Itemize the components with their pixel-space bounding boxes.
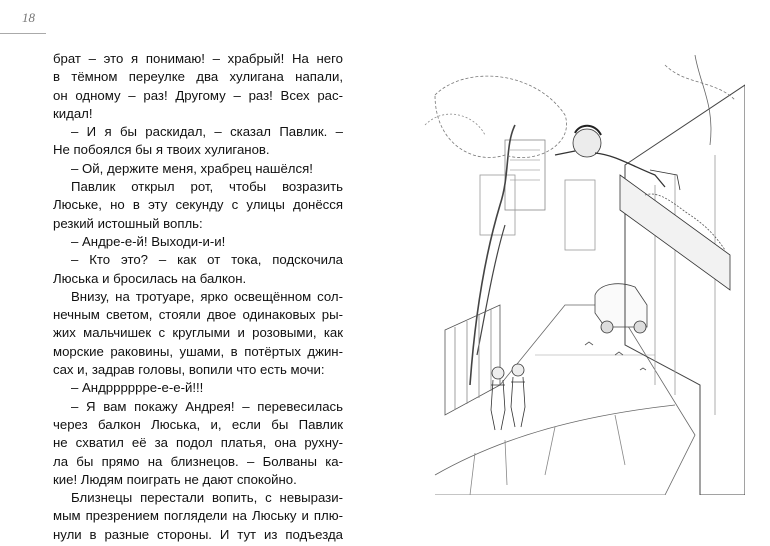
text-line: – Я вам покажу Андрея! – перевесилась [71, 398, 343, 414]
text-line: он одному – раз! Другому – раз! Всех рас- [53, 87, 343, 103]
text-line: ла бы прямо на близнецов. – Болваны ка- [53, 453, 343, 469]
text-line: сах и, задрав головы, вопили что есть мочи: [53, 362, 325, 378]
text-line: Близнецы перестали вопить, с невырази- [71, 490, 343, 506]
street-sketch-illustration [415, 55, 745, 495]
text-line: морские раковины, ушами, в потёртых джин- [53, 343, 343, 359]
text-line: – Андре-е-й! Выходи-и-и! [71, 233, 226, 249]
text-line: Люська и бросилась на балкон. [53, 270, 247, 286]
text-line: в тёмном переулке два хулигана напали, [53, 69, 343, 85]
text-line: – Кто это? – как от тока, подскочила [71, 252, 343, 268]
text-line: кидал! [53, 105, 93, 121]
text-line: нечным светом, стояли двое одинаковых ры- [53, 307, 343, 323]
text-line: кие! Людям поиграть не дают спокойно. [53, 471, 297, 487]
page-number: 18 [22, 10, 35, 25]
text-line: – И я бы раскидал, – сказал Павлик. – [71, 124, 343, 140]
text-line: – Андрррррре-е-е-й!!! [71, 380, 204, 396]
text-line: нули в разные стороны. И тут из подъезда [53, 526, 343, 542]
text-line: Внизу, на тротуаре, ярко освещённом сол- [71, 288, 343, 304]
text-line: не схватил её за подол платья, она рухну- [53, 435, 343, 451]
text-line: – Ой, держите меня, храбрец нашёлся! [71, 160, 313, 176]
text-line: Люське, но в эту секунду с улицы донёсся [53, 197, 343, 213]
text-line: через балкон Люська, и, если бы Павлик [53, 416, 343, 432]
text-line: резкий истошный вопль: [53, 215, 203, 231]
story-text [53, 50, 343, 544]
text-line: Не побоялся бы я твоих хулиганов. [53, 142, 270, 158]
text-line: мым презрением поглядели на Люську и плю- [53, 508, 343, 524]
header-rule [0, 33, 46, 34]
text-line: жих мальчишек с круглыми и розовыми, как [53, 325, 343, 341]
text-line: брат – это я понимаю! – храбрый! На него [53, 51, 343, 66]
text-line: Павлик открыл рот, чтобы возразить [71, 179, 343, 195]
